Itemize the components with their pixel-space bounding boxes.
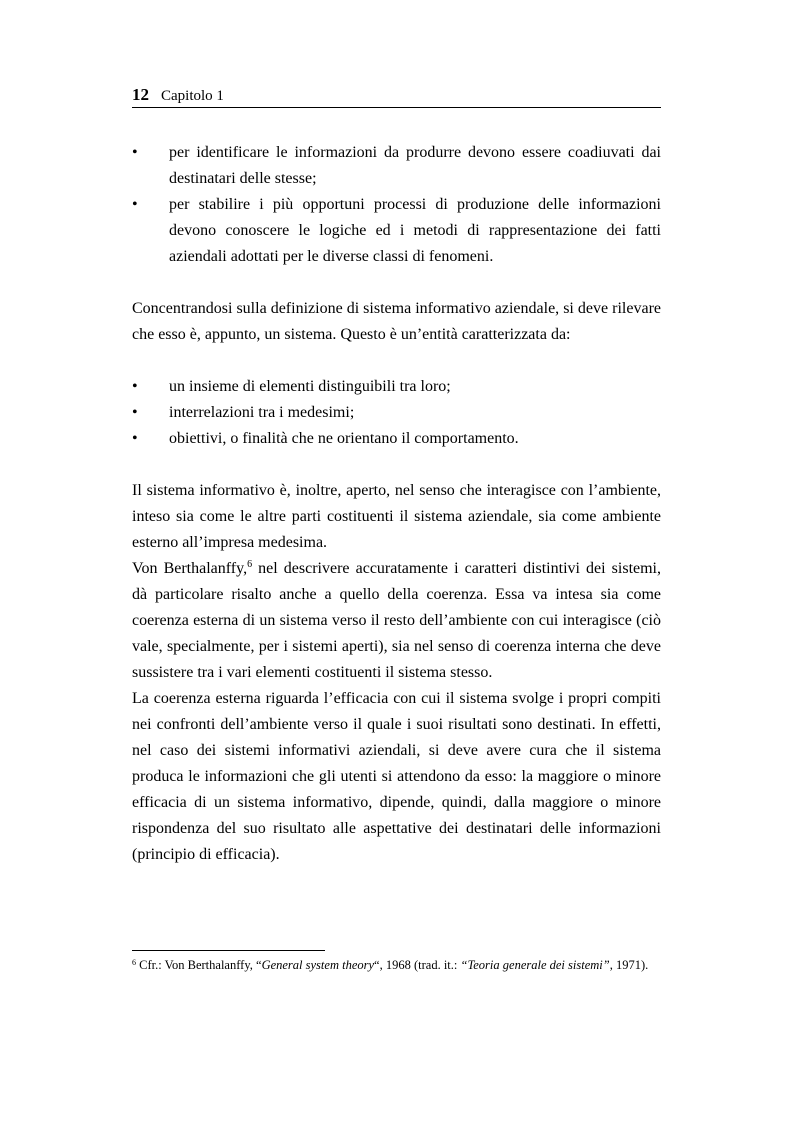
- body-text: [132, 140, 661, 868]
- chapter-title: Capitolo 1: [161, 88, 224, 104]
- paragraph: Il sistema informativo è, inoltre, aperto, nel senso che interagisce con l’ambiente, inteso sia come le altre parti costituenti il sistema aziendale, sia come ambiente esterno all’impresa medesima.: [132, 482, 661, 551]
- footnote-divider: [132, 950, 325, 951]
- bullet-icon: •: [132, 430, 138, 447]
- paragraph: La coerenza esterna riguarda l’efficacia con cui il sistema svolge i propri compiti nei confronti dell’ambiente verso il quale i suoi risultati sono destinati. In effetti, nel caso dei sistemi informativi aziendali, si deve avere cura che il sistema produca le informazioni che gli utenti si attendono da esso: la maggiore o minore efficacia di un sistema informativo, dipende, quindi, dalla maggiore o minore rispondenza del suo risultato alle aspettative dei destinatari delle informazioni (principio di efficacia).: [132, 690, 661, 863]
- running-header: [132, 86, 661, 108]
- paragraph: Von Berthalanffy,$^6$ nel descrivere accuratamente i caratteri distintivi dei sistemi, dà particolare risalto anche a quello della coerenza. Essa va intesa sia come coerenza esterna di un sistema verso il resto dell’ambiente con cui interagisce (ciò vale, specialmente, per i sistemi aperti), sia nel senso di coerenza interna che deve sussistere tra i vari elementi costituenti il sistema stesso.: [132, 559, 661, 681]
- bullet-icon: •: [132, 196, 138, 213]
- footnote: $^6$ Cfr.: Von Berthalanffy, “General system theory“, 1968 (trad. it.: “Teoria generale dei sistemi”, 1971).: [132, 958, 649, 972]
- list-item: • obiettivi, o finalità che ne orientano il comportamento.: [132, 426, 661, 452]
- footnote-number: 6: [132, 958, 136, 967]
- bullet-list: [132, 374, 661, 452]
- paragraph: Concentrandosi sulla definizione di sistema informativo aziendale, si deve rilevare che esso è, appunto, un sistema. Questo è un’entità caratterizzata da:: [132, 300, 661, 343]
- bullet-icon: •: [132, 144, 138, 161]
- bullet-icon: •: [132, 404, 138, 421]
- list-item: • per identificare le informazioni da produrre devono essere coadiuvati dai destinatari delle stesse;: [132, 140, 661, 192]
- list-item: • un insieme di elementi distinguibili tra loro;: [132, 374, 661, 400]
- footnote-ref: 6: [247, 559, 253, 570]
- bullet-icon: •: [132, 378, 138, 395]
- list-item: • per stabilire i più opportuni processi di produzione delle informazioni devono conoscere le logiche ed i metodi di rappresentazione dei fatti aziendali adottati per le diverse classi di fenomeni.: [132, 192, 661, 270]
- list-item: • interrelazioni tra i medesimi;: [132, 400, 661, 426]
- bullet-list: [132, 140, 661, 270]
- page-number: 12: [132, 85, 149, 104]
